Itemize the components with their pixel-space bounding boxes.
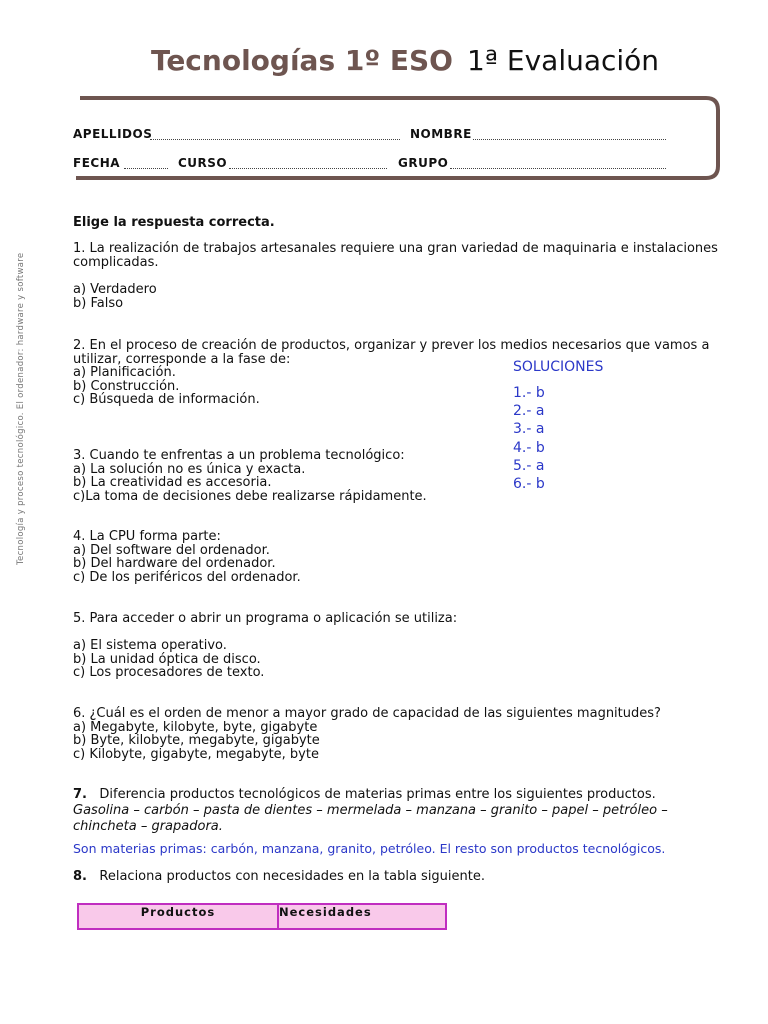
question-text: 5. Para acceder o abrir un programa o aplicación se utiliza:: [73, 611, 458, 626]
option: c) Los procesadores de texto.: [73, 665, 265, 681]
solution-item: 3.- a: [513, 421, 545, 438]
solution-item: 6.- b: [513, 476, 545, 493]
fecha-label: FECHA: [73, 156, 121, 170]
option: a) Del software del ordenador.: [73, 542, 270, 558]
answer-7: Son materias primas: carbón, manzana, granito, petróleo. El resto son productos tecnológicos.: [73, 841, 666, 856]
option: b) Byte, kilobyte, megabyte, gigabyte: [73, 733, 320, 749]
question-text: 3. Cuando te enfrentas a un problema tecnológico:: [73, 448, 405, 463]
question-number: 7.: [73, 787, 87, 802]
option: b) La creatividad es accesoria.: [73, 475, 272, 491]
option: a) Planificación.: [73, 365, 176, 381]
page-title: [0, 44, 768, 77]
question-text: 2. En el proceso de creación de productos, organizar y prever los medios necesarios que vamos a utilizar, corresponde a la fase de:: [73, 338, 710, 367]
question-1: [73, 242, 733, 310]
table-row: [78, 904, 446, 929]
question-text: Relaciona productos con necesidades en la tabla siguiente.: [99, 869, 485, 884]
solution-item: 2.- a: [513, 403, 545, 420]
solutions-list: [513, 384, 545, 493]
instruction: Elige la respuesta correcta.: [73, 215, 275, 230]
option: b) La unidad óptica de disco.: [73, 651, 261, 667]
question-8: [73, 869, 485, 884]
grupo-label: GRUPO: [398, 156, 449, 170]
apellidos-label: APELLIDOS: [73, 127, 153, 141]
question-7: [73, 787, 733, 835]
question-4: [73, 530, 733, 584]
solution-item: 4.- b: [513, 439, 545, 456]
solutions-heading: SOLUCIONES: [513, 359, 604, 375]
option: a) Verdadero: [73, 282, 157, 298]
question-6: [73, 707, 733, 761]
option: c) Búsqueda de información.: [73, 392, 260, 408]
fecha-field[interactable]: [124, 168, 168, 169]
solution-item: 1.- b: [513, 385, 545, 401]
option: b) Del hardware del ordenador.: [73, 556, 276, 572]
option: b) Construcción.: [73, 378, 180, 394]
question-number: 8.: [73, 869, 87, 884]
question-5: [73, 612, 733, 680]
question-text: 6. ¿Cuál es el orden de menor a mayor grado de capacidad de las siguientes magnitudes?: [73, 706, 661, 721]
question-text: 4. La CPU forma parte:: [73, 529, 221, 544]
curso-label: CURSO: [178, 156, 228, 170]
nombre-label: NOMBRE: [410, 127, 472, 141]
option: a) La solución no es única y exacta.: [73, 461, 306, 477]
curso-field[interactable]: [229, 168, 387, 169]
title-evaluation: 1ª Evaluación: [466, 44, 660, 77]
option: a) El sistema operativo.: [73, 638, 227, 654]
grupo-field[interactable]: [450, 168, 666, 169]
solution-item: 5.- a: [513, 457, 545, 474]
apellidos-field[interactable]: [150, 139, 400, 140]
option: c) Kilobyte, gigabyte, megabyte, byte: [73, 746, 319, 762]
nombre-field[interactable]: [473, 139, 666, 140]
question-text: Diferencia productos tecnológicos de materias primas entre los siguientes productos.: [99, 787, 656, 802]
option: c) De los periféricos del ordenador.: [73, 569, 301, 585]
needs-table: [77, 903, 447, 930]
question-3: [73, 449, 733, 503]
option: a) Megabyte, kilobyte, byte, gigabyte: [73, 719, 318, 735]
option: c)La toma de decisiones debe realizarse rápidamente.: [73, 488, 427, 504]
question-2: [73, 339, 733, 407]
table-header-necesidades: Necesidades: [278, 904, 446, 929]
student-info-frame: [72, 92, 720, 184]
title-subject: Tecnologías 1º ESO: [150, 44, 453, 77]
product-list: Gasolina – carbón – pasta de dientes – mermelada – manzana – granito – papel – petróleo – chincheta – grapadora.: [73, 803, 668, 834]
table-header-productos: Productos: [78, 904, 278, 929]
side-caption: Tecnología y proceso tecnológico. El ordenador: hardware y software: [16, 252, 26, 565]
option: b) Falso: [73, 295, 124, 311]
question-text: 1. La realización de trabajos artesanales requiere una gran variedad de maquinaria e instalaciones complicadas.: [73, 241, 718, 270]
